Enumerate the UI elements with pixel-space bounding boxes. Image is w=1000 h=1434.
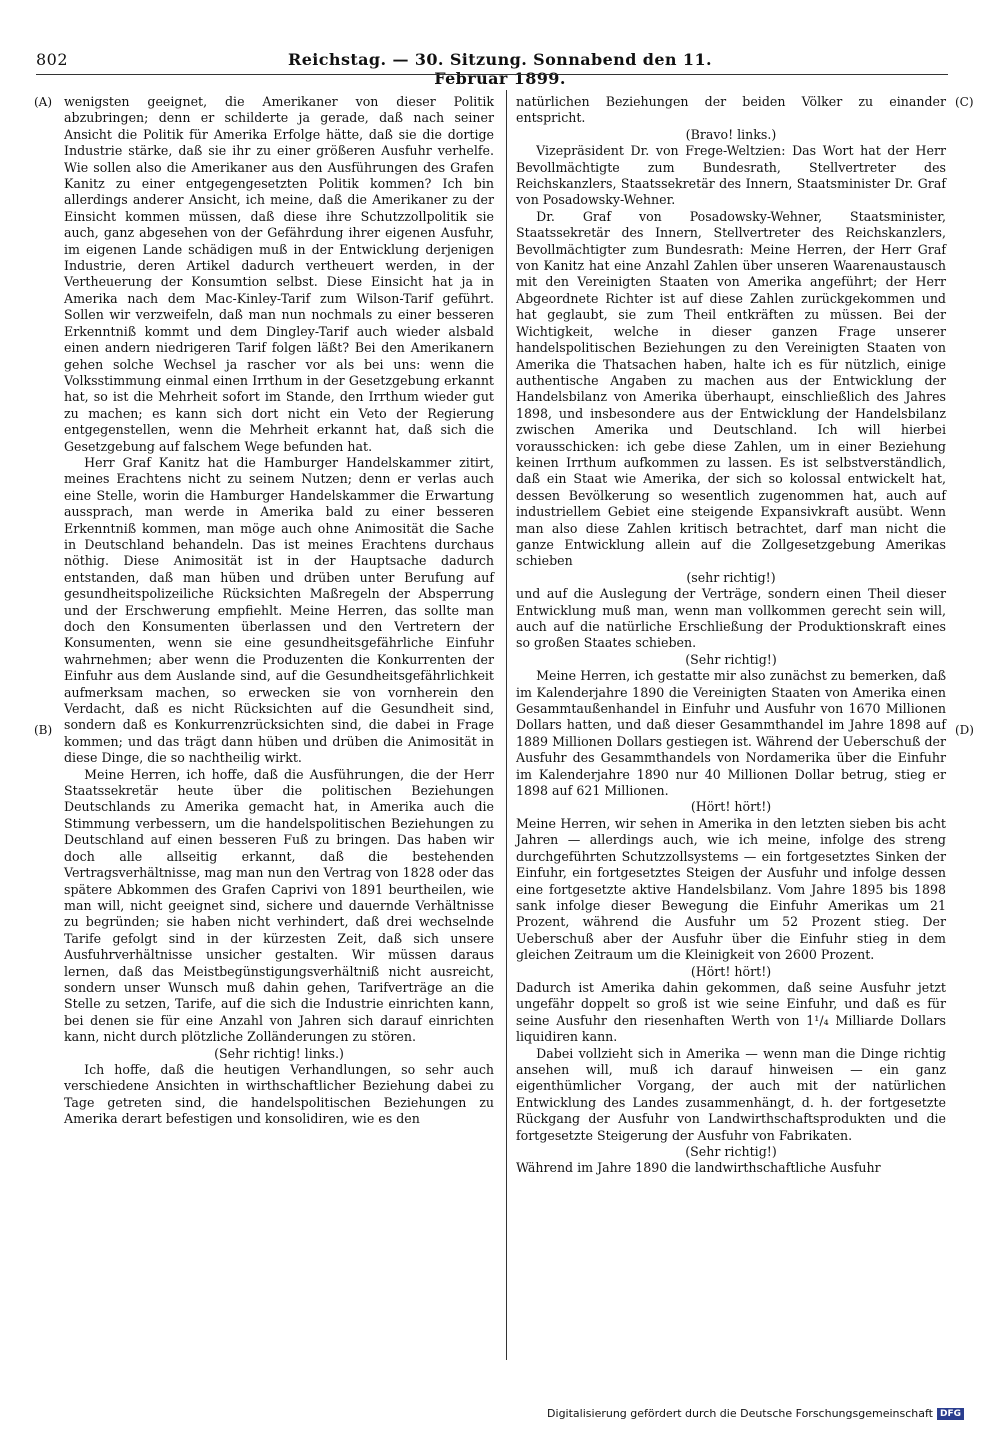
- funding-note: Digitalisierung gefördert durch die Deutsche Forschungsgemeinschaft: [547, 1407, 933, 1420]
- left-column: [64, 94, 494, 1128]
- speaker-paragraph: Dr. Graf von Posadowsky-Wehner, Staatsminister, Staatssekretär des Innern, Stellvertreter des Reichskanzlers, Bevollmächtigter zum Bundesrath: Meine Herren, der Herr Graf von Kanitz hat eine Anzahl Zahlen über unseren Waarenaustausch mit den Vereinigten Staaten von Amerika angeführt; der Herr Abgeordnete Richter ist auf diese Zahlen zurückgekommen und hat geglaubt, sie zum Theil entkräften zu müssen. Bei der Wichtigkeit, welche in dieser ganzen Frage unserer handelspolitischen Beziehungen zu den Vereinigten Staaten von Amerika die Thatsachen haben, halte ich es für nützlich, einige authentische Angaben zu machen aus der Entwicklung der Handelsbilanz von Amerika überhaupt, einschließlich des Jahres 1898, und insbesondere aus der Entwicklung der Handelsbilanz zwischen Amerika und Deutschland. Ich will hierbei vorausschicken: ich gebe diese Zahlen, um in einer Beziehung keinen Irrthum aufkommen zu lassen. Es ist selbstverständlich, daß ein Staat wie Amerika, der sich so kolossal entwickelt hat, dessen Bevölkerung so wesentlich zugenommen hat, auch auf industriellem Gebiet eine steigende Expansivkraft ausübt. Wenn man also diese Zahlen kritisch betrachtet, darf man nicht die ganze Entwicklung allein auf die Zollgesetzgebung Amerikas schieben: [516, 208, 946, 569]
- header-divider: [36, 74, 948, 75]
- page-number: 802: [36, 50, 69, 69]
- interjection: (Bravo! links.): [685, 126, 777, 142]
- interjection: (sehr richtig!): [686, 569, 776, 585]
- page-header-title: Reichstag. — 30. Sitzung. Sonnabend den 11. Februar 1899.: [288, 50, 712, 88]
- margin-marker-a: (A): [34, 95, 53, 109]
- interjection: (Hört! hört!): [690, 799, 772, 815]
- paragraph: und auf die Auslegung der Verträge, sondern einen Theil dieser Entwicklung muß man, wenn man vollkommen gerecht sein will, auch auf die natürliche Erschließung der Produktionskraft eines so großen Staates schieben.: [516, 586, 946, 651]
- margin-marker-b: (B): [34, 723, 53, 737]
- paragraph: natürlichen Beziehungen der beiden Völker zu einander entspricht.: [516, 94, 946, 126]
- funding-footer: [547, 1407, 964, 1420]
- paragraph: wenigsten geeignet, die Amerikaner von dieser Politik abzubringen; denn er schilderte ja gerade, daß nach seiner Ansicht die Politik für Amerika Erfolge hätte, daß sie die dortige Industrie stärke, daß sie ihr zu einer größeren Ausfuhr verhelfe. Wie sollen also die Amerikaner aus den Ausführungen des Grafen Kanitz zu einer entgegengesetzten Politik kommen? Ich bin allerdings anderer Ansicht, ich meine, daß die Amerikaner zu der Einsicht kommen müssen, daß diese ihre Schutzzollpolitik sie auch, ganz abgesehen von der Gefährdung ihrer eigenen Ausfuhr, im eigenen Lande schädigen muß in der Entwicklung derjenigen Industrie, deren Artikel dadurch vertheuert werden, in der Vertheuerung der Konsumtion selbst. Diese Einsicht hat ja in Amerika nach dem Mac-Kinley-Tarif zum Wilson-Tarif geführt. Sollen wir verzweifeln, daß man nun nochmals zu einer besseren Erkenntniß kommt und dem Dingley-Tarif auch wieder alsbald einen andern niedrigeren Tarif folgen läßt? Bei den Amerikanern gehen solche Wechsel ja rascher vor als bei uns: wenn die Volksstimmung einmal einen Irrthum in der Gesetzgebung erkannt hat, so ist die Mehrheit sofort im Stande, den Irrthum wieder gut zu machen; es kann sich dort nicht ein Veto der Regierung entgegenstellen, wenn die Mehrheit erkannt hat, daß sich die Gesetzgebung auf falschem Wege befunden hat.: [64, 94, 494, 454]
- interjection: (Sehr richtig! links.): [214, 1045, 344, 1061]
- dfg-logo-icon: DFG: [937, 1408, 964, 1420]
- speaker-paragraph: Vizepräsident Dr. von Frege-Weltzien: Das Wort hat der Herr Bevollmächtigte zum Bundesrath, Stellvertreter des Reichskanzlers, Staatssekretär des Innern, Staatsminister Dr. Graf von Posadowsky-Wehner.: [516, 143, 946, 208]
- margin-marker-c: (C): [955, 95, 974, 109]
- paragraph: Dabei vollzieht sich in Amerika — wenn man die Dinge richtig ansehen will, muß ich darauf hinweisen — ein ganz eigenthümlicher Vorgang, der auch mit der natürlichen Entwicklung des Landes zusammenhängt, d. h. der fortgesetzte Rückgang der Ausfuhr von Landwirthschaftsprodukten und die fortgesetzte Steigerung der Ausfuhr von Fabrikaten.: [516, 1045, 946, 1143]
- margin-marker-d: (D): [955, 723, 974, 737]
- interjection: (Sehr richtig!): [685, 1144, 777, 1159]
- paragraph: Dadurch ist Amerika dahin gekommen, daß seine Ausfuhr jetzt ungefähr doppelt so groß ist wie seine Einfuhr, und daß es für seine Ausfuhr den riesenhaften Werth von 1¹/₄ Milliarde Dollars liquidiren kann.: [516, 979, 946, 1045]
- paragraph: Meine Herren, ich hoffe, daß die Ausführungen, die der Herr Staatssekretär heute über die politischen Beziehungen Deutschlands zu Amerika gemacht hat, in Amerika auch die Stimmung verbessern, um die handelspolitischen Beziehungen zu Deutschland auf einen besseren Fuß zu bringen. Das haben wir doch alle allseitig erkannt, daß die bestehenden Vertragsverhältnisse, mag man nun den Vertrag von 1828 oder das spätere Abkommen des Grafen Caprivi von 1891 beurtheilen, wie man will, nicht geeignet sind, sichere und dauernde Verhältnisse zu begründen; sie haben nicht verhindert, daß drei wechselnde Tarife gefolgt sind in der kürzesten Zeit, daß sich unsere Ausfuhrverhältnisse unsicher gestalten. Wir müssen daraus lernen, daß das Meistbegünstigungsverhältniß nicht ausreicht, sondern unser Wunsch muß dahin gehen, Tarifverträge an die Stelle zu setzen, Tarife, auf die sich die Industrie einrichten kann, bei denen sie für eine Anzahl von Jahren sich darauf einrichten kann, nicht durch plötzliche Zolländerungen zu stören.: [64, 766, 494, 1045]
- interjection: (Sehr richtig!): [685, 651, 777, 667]
- paragraph: Meine Herren, ich gestatte mir also zunächst zu bemerken, daß im Kalenderjahre 1890 die Vereinigten Staaten von Amerika einen Gesammtaußenhandel in Einfuhr und Ausfuhr von 1670 Millionen Dollars hatten, und daß dieser Gesammthandel im Jahre 1898 auf 1889 Millionen Dollars gestiegen ist. Während der Ueberschuß der Ausfuhr des Gesammthandels von Nordamerika über die Einfuhr im Kalenderjahre 1890 nur 40 Millionen Dollar betrug, stieg er 1898 auf 621 Millionen.: [516, 668, 946, 799]
- interjection: (Hört! hört!): [690, 963, 772, 979]
- paragraph: Ich hoffe, daß die heutigen Verhandlungen, so sehr auch verschiedene Ansichten in wirthschaftlicher Beziehung dabei zu Tage getreten sind, die handelspolitischen Beziehungen zu Amerika derart befestigen und konsolidiren, wie es den: [64, 1061, 494, 1127]
- paragraph: Während im Jahre 1890 die landwirthschaftliche Ausfuhr: [516, 1160, 881, 1176]
- paragraph: Meine Herren, wir sehen in Amerika in den letzten sieben bis acht Jahren — allerdings auch, wie ich meine, infolge des streng durchgeführten Schutzzollsystems — ein fortgesetztes Sinken der Einfuhr, ein fortgesetztes Steigen der Ausfuhr und infolge dessen eine fortgesetzte aktive Handelsbilanz. Vom Jahre 1895 bis 1898 sank infolge dieser Bewegung die Einfuhr Amerikas um 21 Prozent, während die Ausfuhr um 52 Prozent stieg. Der Ueberschuß aber der Ausfuhr über die Einfuhr stieg in dem gleichen Zeitraum um die Kleinigkeit von 2600 Prozent.: [516, 815, 946, 963]
- right-column: [516, 94, 946, 1177]
- paragraph: Herr Graf Kanitz hat die Hamburger Handelskammer zitirt, meines Erachtens nicht zu seinem Nutzen; denn er verlas auch eine Stelle, worin die Hamburger Handelskammer die Erwartung aussprach, man werde in Amerika bald zu einer besseren Erkenntniß kommen, man möge auch ohne Animosität die Sache in Deutschland behandeln. Das ist meines Erachtens durchaus nöthig. Diese Animosität ist in der Hauptsache dadurch entstanden, daß man hüben und drüben unter Berufung auf gesundheitspolizeiliche Rücksichten Maßregeln der Absperrung und der Erschwerung empfiehlt. Meine Herren, das sollte man doch den Konsumenten überlassen und den Vertretern der Konsumenten, wenn sie eine gesundheitsgefährliche Einfuhr wahrnehmen; aber wenn die Produzenten die Konkurrenten der Einfuhr aus dem Auslande sind, auf die Gesundheitsgefährlichkeit aufmerksam machen, so erwecken sie von vornherein den Verdacht, daß es nicht Rücksichten auf die Gesundheit sind, sondern daß es Konkurrenzrücksichten sind, die dabei in Frage kommen; und das trägt dann hüben und drüben die Animosität in diese Dinge, die so nachtheilig wirkt.: [64, 454, 494, 766]
- column-divider: [506, 90, 507, 1360]
